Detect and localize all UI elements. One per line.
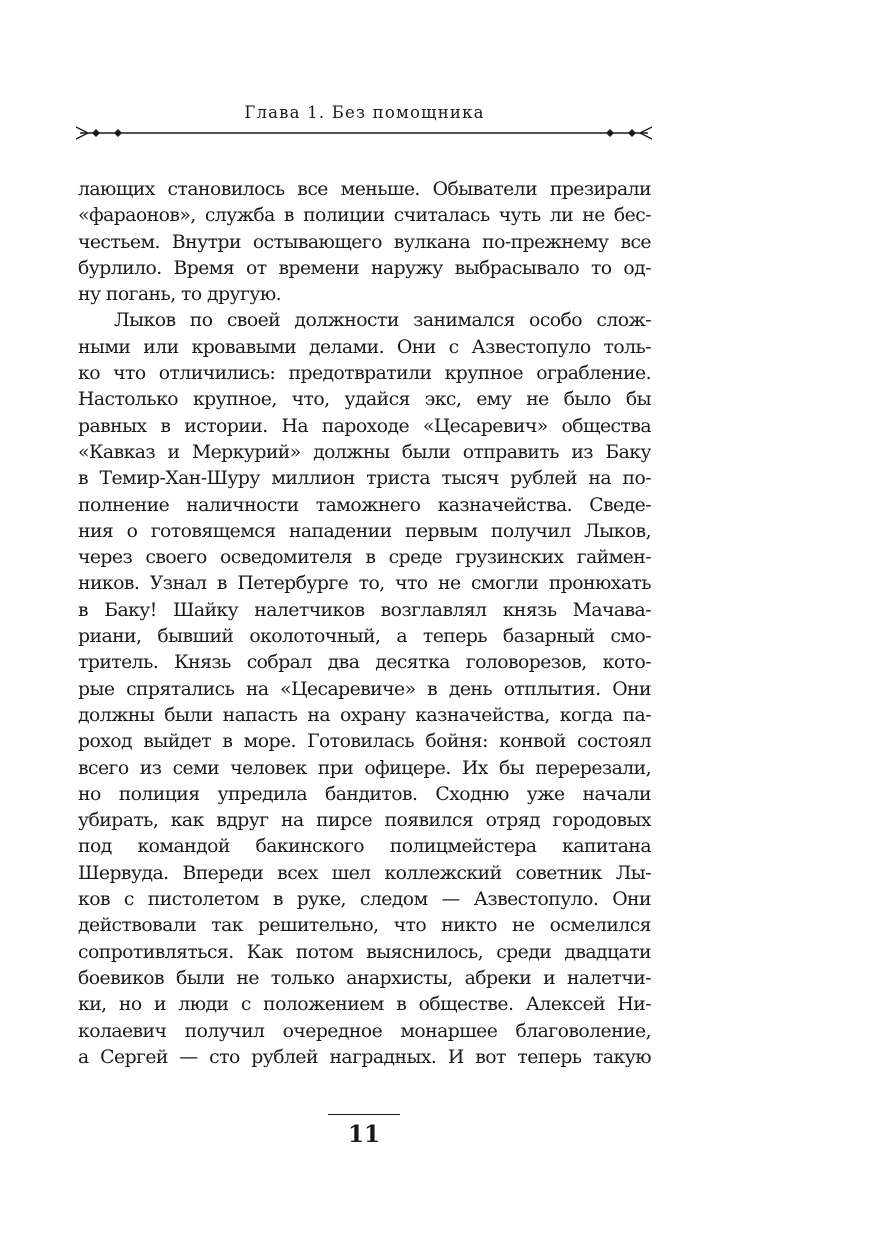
text-line: колаевич получил очередное монаршее благоволение,: [78, 1020, 651, 1042]
text-line: ния о готовящемся нападении первым получил Лыков,: [78, 520, 651, 542]
text-line: «Кавказ и Меркурий» должны были отправить из Баку: [78, 441, 651, 463]
text-line: под командой бакинского полицмейстера капитана: [78, 836, 651, 858]
text-line: рые спрятались на «Цесаревиче» в день отплытия. Они: [78, 678, 651, 700]
folio-rule: [328, 1114, 400, 1115]
text-line: ко что отличились: предотвратили крупное ограбление.: [78, 363, 651, 385]
text-line: но полиция упредила бандитов. Сходню уже начали: [78, 783, 651, 805]
body-text: [78, 177, 651, 1071]
text-line: Шервуда. Впереди всех шел коллежский советник Лы-: [78, 862, 651, 884]
text-line: через своего осведомителя в среде грузинских гаймен-: [78, 547, 651, 569]
text-line: честьем. Внутри остывающего вулкана по-прежнему все: [78, 231, 651, 253]
text-line: равных в истории. На пароходе «Цесаревич» общества: [78, 415, 651, 437]
text-line: действовали так решительно, что никто не осмелился: [78, 915, 651, 937]
text-line: «фараонов», служба в полиции считалась чуть ли не бес-: [78, 205, 651, 227]
text-line: всего из семи человек при офицере. Их бы перерезали,: [78, 757, 651, 779]
text-line: а Сергей — сто рублей наградных. И вот теперь такую: [78, 1046, 651, 1068]
text-line: бурлило. Время от времени наружу выбрасывало то од-: [78, 257, 651, 279]
text-line: Настолько крупное, что, удайся экс, ему не было бы: [78, 389, 651, 411]
text-line: роход выйдет в море. Готовилась бойня: конвой состоял: [78, 731, 651, 753]
text-line: лающих становилось все меньше. Обыватели презирали: [78, 179, 651, 200]
text-line: ников. Узнал в Петербурге то, что не смогли пронюхать: [78, 573, 651, 595]
text-line: ну погань, то другую.: [78, 284, 282, 306]
text-line: риани, бывший околоточный, а теперь базарный смо-: [78, 626, 651, 648]
text-line: полнение наличности таможнего казначейства. Сведе-: [78, 494, 651, 516]
text-line: убирать, как вдруг на пирсе появился отряд городовых: [78, 810, 651, 832]
page-number: 11: [347, 1121, 380, 1148]
text-line: тритель. Князь собрал два десятка головорезов, кото-: [78, 652, 651, 674]
text-line: боевиков были не только анархисты, абреки и налетчи-: [78, 967, 651, 989]
text-line: должны были напасть на охрану казначейства, когда па-: [78, 704, 651, 726]
text-line: сопротивляться. Как потом выяснилось, среди двадцати: [78, 941, 651, 963]
text-line: Лыков по своей должности занимался особо слож-: [114, 310, 651, 332]
text-line: ными или кровавыми делами. Они с Азвестопуло толь-: [78, 336, 651, 358]
text-line: в Баку! Шайку налетчиков возглавлял князь Мачава-: [78, 599, 651, 621]
running-head: Глава 1. Без помощника: [244, 103, 485, 122]
text-line: ков с пистолетом в руке, следом — Азвестопуло. Они: [78, 889, 651, 911]
text-line: в Темир-Хан-Шуру миллион триста тысяч рублей на по-: [78, 468, 651, 490]
text-line: ки, но и люди с положением в обществе. Алексей Ни-: [78, 994, 651, 1016]
header-ornament-rule: [76, 124, 652, 144]
